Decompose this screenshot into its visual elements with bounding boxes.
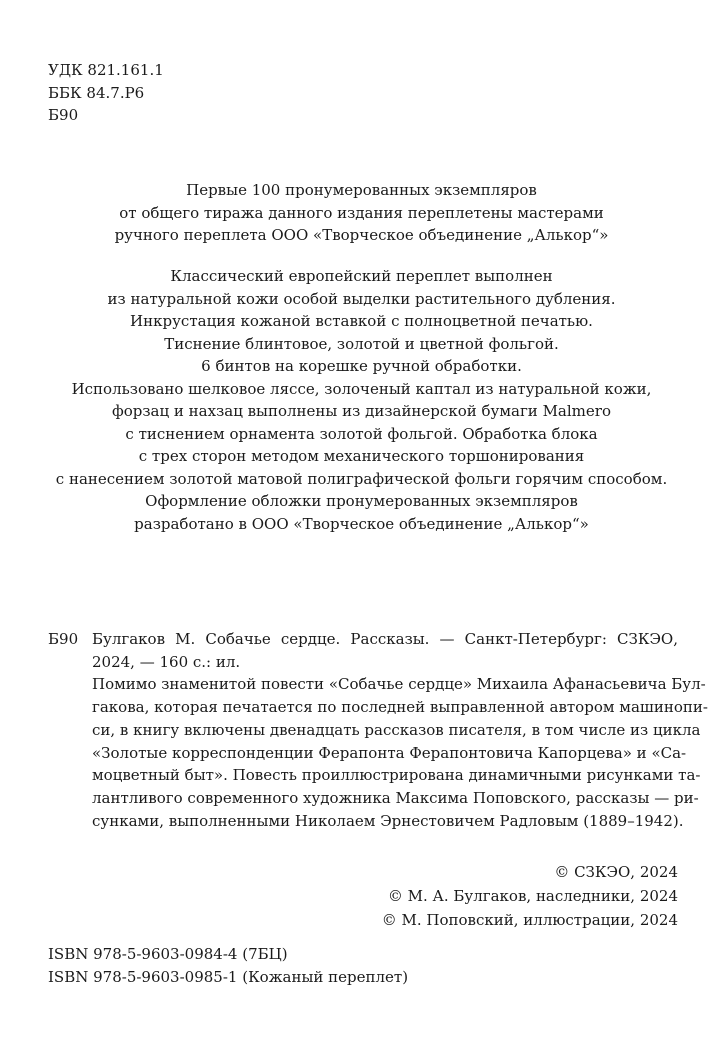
binding-details bbox=[0, 265, 723, 535]
isbn-block bbox=[48, 943, 408, 988]
annotation-line: лантливого современного художника Максима Поповского, рассказы — ри- bbox=[92, 788, 699, 807]
binding-line: Тиснение блинтовое, золотой и цветной фольгой. bbox=[164, 334, 559, 353]
binding-line: Инкрустация кожаной вставкой с полноцветной печатью. bbox=[130, 312, 593, 330]
annotation-line: си, в книгу включены двенадцать рассказов писателя, в том числе из цикла bbox=[92, 720, 701, 739]
udk-code: УДК 821.161.1 bbox=[48, 61, 164, 79]
binding-line: с тиснением орнамента золотой фольгой. Обработка блока bbox=[125, 424, 598, 443]
annotation-line: моцветный быт». Повесть проиллюстрирована динамичными рисунками та- bbox=[92, 766, 701, 785]
binding-line: Оформление обложки пронумерованных экземпляров bbox=[145, 492, 578, 510]
bbk-code: ББК 84.7.Р6 bbox=[48, 83, 145, 102]
limited-edition-line: от общего тиража данного издания переплетены мастерами bbox=[119, 203, 604, 222]
isbn-line: ISBN 978-5-9603-0985-1 (Кожаный переплет) bbox=[48, 967, 409, 986]
binding-line: 6 бинтов на корешке ручной обработки. bbox=[201, 357, 522, 375]
annotation-line: сунками, выполненными Николаем Эрнестовичем Радловым (1889–1942). bbox=[92, 811, 684, 830]
annotation-line: гакова, которая печатается по последней выправленной автором машинопи- bbox=[92, 698, 708, 717]
bibliography-row bbox=[48, 628, 678, 651]
limited-edition-line: Первые 100 пронумерованных экземпляров bbox=[186, 181, 537, 199]
binding-line: Использовано шелковое ляссе, золоченый каптал из натуральной кожи, bbox=[71, 379, 652, 398]
annotation-line: Помимо знаменитой повести «Собачье сердце» Михаила Афанасьевича Бул- bbox=[92, 675, 706, 694]
classification-codes bbox=[48, 59, 164, 127]
binding-line: разработано в ООО «Творческое объединение „Алькор“» bbox=[134, 514, 589, 533]
annotation-line: «Золотые корреспонденции Ферапонта Ферапонтовича Капорцева» и «Са- bbox=[92, 743, 687, 762]
limited-edition-line: ручного переплета ООО «Творческое объединение „Алькор“» bbox=[114, 226, 609, 244]
catalog-entry bbox=[48, 628, 708, 832]
binding-line: из натуральной кожи особой выделки растительного дубления. bbox=[107, 289, 616, 308]
binding-line: с трех сторон методом механического торшонирования bbox=[138, 447, 585, 465]
copyright-line: © М. Поповский, иллюстрации, 2024 bbox=[381, 911, 678, 929]
author-sign: Б90 bbox=[48, 106, 79, 124]
bibliography-line: 2024, — 160 с.: ил. bbox=[92, 652, 241, 671]
copyright-notices bbox=[382, 860, 678, 932]
binding-line: с нанесением золотой матовой полиграфической фольги горячим способом. bbox=[55, 469, 668, 488]
binding-line: Классический европейский переплет выполнен bbox=[170, 267, 553, 285]
isbn-line: ISBN 978-5-9603-0984-4 (7БЦ) bbox=[48, 945, 288, 963]
copyright-line: © М. А. Булгаков, наследники, 2024 bbox=[387, 887, 678, 905]
bibliography-line: Булгаков М. Собачье сердце. Рассказы. — Санкт-Петербург: СЗКЭО, bbox=[92, 630, 678, 648]
limited-edition-note bbox=[0, 179, 723, 247]
copyright-line: © СЗКЭО, 2024 bbox=[554, 863, 678, 881]
catalog-code: Б90 bbox=[48, 630, 79, 648]
binding-line: форзац и нахзац выполнены из дизайнерской бумаги Malmero bbox=[112, 402, 611, 420]
